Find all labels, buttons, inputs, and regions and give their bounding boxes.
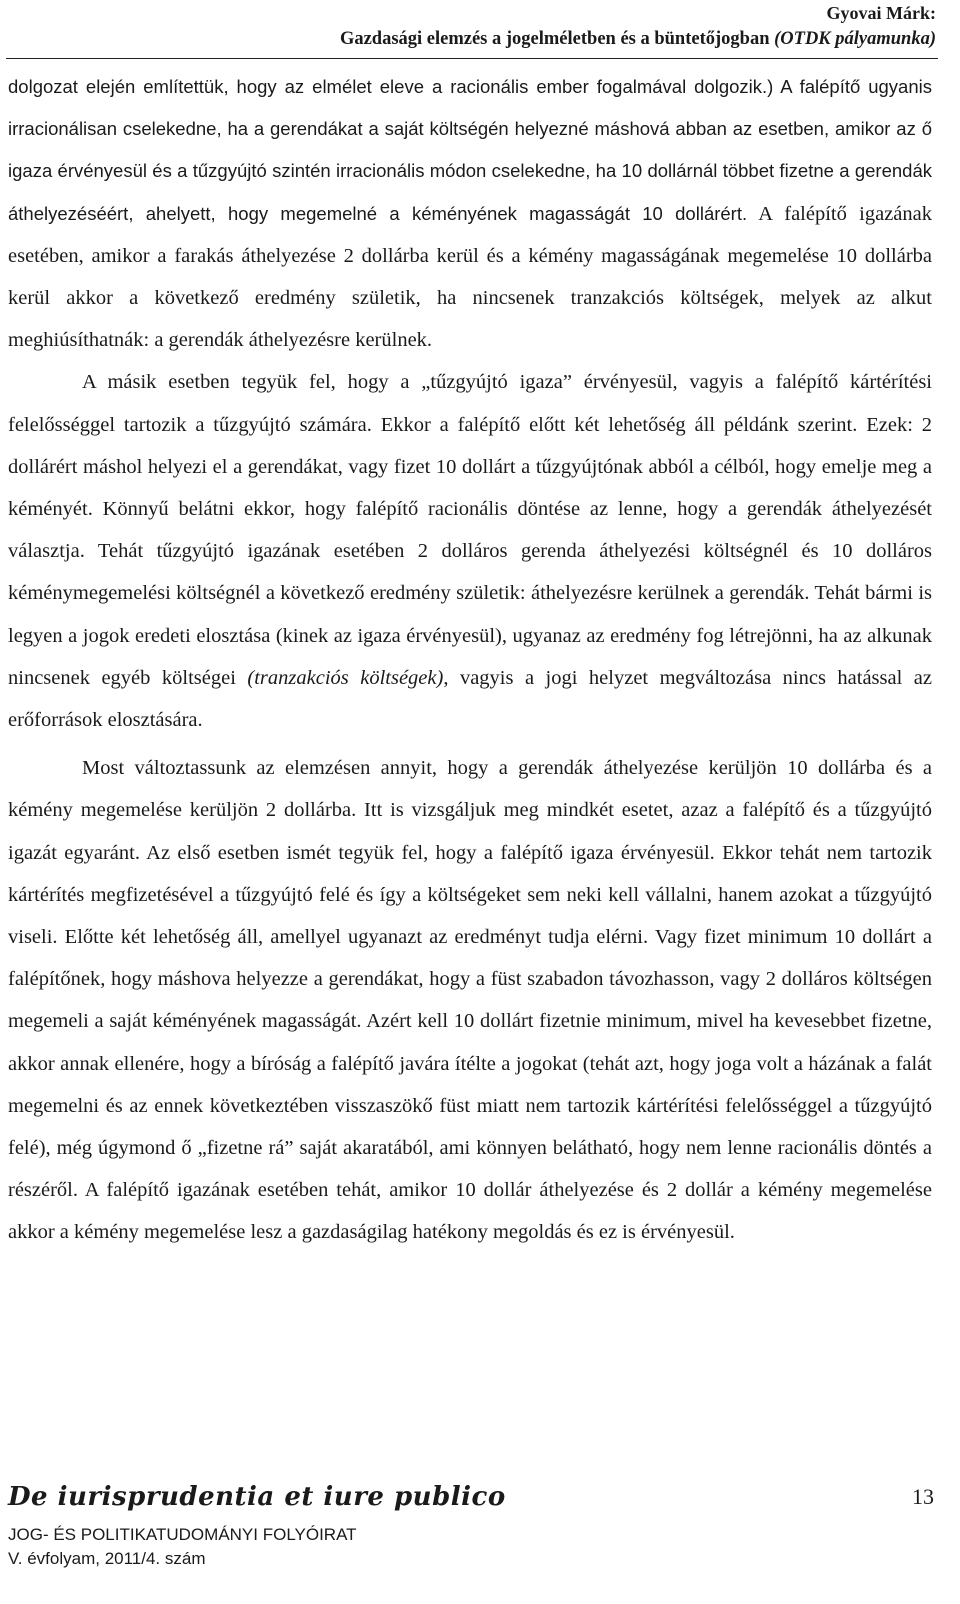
paragraph-2-start: A másik esetben tegyük fel, hogy a „tűzgyújtó igaza” érvényesül, vagyis a falépítő kártérítési felelősséggel tartozik a tűzgyújtó számára. Ekkor a falépítő előtt két lehetőség áll példánk szerint. Ezek: 2 dollárért máshol helyezi el a gerendákat, vagy fizet 10 dollárt a tűzgyújtónak abból a célból, hogy emelje meg a kéményét. Könnyű belátni ekkor, hogy falépítő racionális döntése az lenne, hogy a gerendák áthelyezését választja. Tehát tűzgyújtó igazának esetében 2 dolláros gerenda áthelyezési költségnél és 10 dolláros kéménymegemelési költségnél a következő eredmény születik: áthelyezésre kerülnek a gerendák. Tehát bármi is legyen a jogok eredeti elosztása (kinek az igaza érvényesül), ugyanaz az eredmény fog létrejönni, ha az alkunak nincsenek egyéb költségei (8, 371, 932, 689)
paragraph-2-italic: (tranzakciós költségek) (247, 666, 444, 689)
body-text (8, 66, 932, 1254)
paragraph-2-end: , vagyis a jogi helyzet megváltozása nincs hatással az erőforrások elosztására. (8, 666, 932, 732)
journal-logo: De iurisprudentia et iure publico (8, 1482, 506, 1512)
paragraph-1-sans: dolgozat elején említettük, hogy az elmélet eleve a racionális ember fogalmával dolgozik.) A falépítő ugyanis irracionálisan cselekedne, ha a gerendákat a saját költségén helyezné máshová abban az esetben, amikor az ő igaza érvényesül és a tűzgyújtó szintén irracionális módon cselekedne, ha 10 dollárnál többet fizetne a gerendák áthelyezéséért, ahelyett, hogy megemelné a kéményének magasságát 10 dollárért. (8, 76, 932, 224)
journal-issue: V. évfolyam, 2011/4. szám (8, 1549, 206, 1568)
header-title-main: Gazdasági elemzés a jogelméletben és a büntetőjogban (339, 29, 775, 49)
paragraph-1 (8, 66, 932, 361)
paragraph-1-serif: A falépítő igazának esetében, amikor a farakás áthelyezése 2 dollárba kerül és a kémény magasságának megemelése 10 dollárba kerül akkor a következő eredmény születik, ha nincsenek tranzakciós költségek, melyek az alkut meghiúsíthatnák: a gerendák áthelyezésre kerülnek. (8, 202, 932, 352)
page-number: 13 (912, 1484, 934, 1509)
paragraph-3: Most változtassunk az elemzésen annyit, hogy a gerendák áthelyezése kerüljön 10 dollárba és a kémény megemelése kerüljön 2 dollárba. Itt is vizsgáljuk meg mindkét esetet, azaz a falépítő és a tűzgyújtó igazát egyaránt. Az első esetben ismét tegyük fel, hogy a falépítő igaza érvényesül. Ekkor tehát nem tartozik kártérítés megfizetésével a tűzgyújtó felé és így a költségeket sem neki kell vállalni, hanem azokat a tűzgyújtó viseli. Előtte két lehetőség áll, amellyel ugyanazt az eredményt tudja elérni. Vagy fizet minimum 10 dollárt a falépítőnek, hogy máshova helyezze a gerendákat, hogy a füst szabadon távozhasson, vagy 2 dolláros költségen megemeli a saját kéményének magasságát. Azért kell 10 dollárt fizetnie minimum, mivel ha kevesebbet fizetne, akkor annak ellenére, hogy a bíróság a falépítő javára ítélte a jogokat (tehát azt, hogy joga volt a házának a falát megemelni és az ennek következtében visszaszökő füst miatt nem tartozik kártérítési felelősséggel a tűzgyújtó felé), még úgymond ő „fizetne rá” saját akaratából, ami könnyen belátható, hogy nem lenne racionális döntés a részéről. A falépítő igazának esetében tehát, amikor 10 dollár áthelyezése és 2 dollár a kémény megemelése akkor a kémény megemelése lesz a gazdaságilag hatékony megoldás és ez is érvényesül. (8, 757, 932, 1244)
paragraph-2 (8, 361, 932, 741)
running-header (340, 0, 936, 52)
journal-name: JOG- ÉS POLITIKATUDOMÁNYI FOLYÓIRAT (8, 1525, 357, 1544)
header-title-italic: (OTDK pályamunka) (774, 29, 936, 49)
header-title (340, 26, 936, 52)
header-rule (6, 58, 938, 59)
header-author: Gyovai Márk: (826, 3, 936, 23)
